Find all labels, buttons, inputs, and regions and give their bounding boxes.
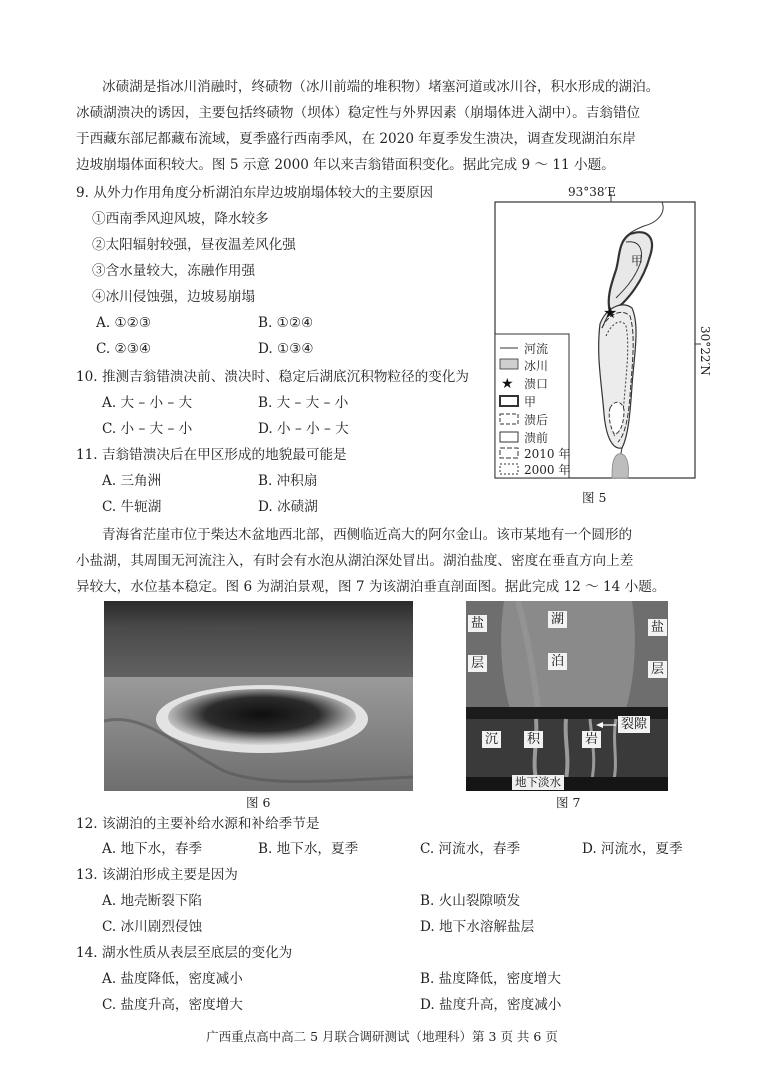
q10-option-c[interactable]: C. 小 – 大 – 小: [102, 421, 193, 437]
figure-5-map: [494, 185, 712, 486]
figure-6-photo: [104, 601, 413, 791]
fig7-label-fracture: 裂隙: [618, 716, 650, 733]
fig7-label-layer1: 层: [468, 655, 487, 672]
q10-option-a[interactable]: A. 大 – 小 – 大: [102, 395, 193, 411]
fig7-label-salt1: 盐: [468, 615, 487, 632]
fig7-label-ji: 积: [524, 731, 543, 748]
question-11-stem: 11. 吉翁错溃决后在甲区形成的地貌最可能是: [76, 447, 347, 463]
page-footer: 广西重点高中高二 5 月联合调研测试（地理科）第 3 页 共 6 页: [206, 1029, 558, 1044]
q12-option-d[interactable]: D. 河流水，夏季: [582, 841, 683, 857]
legend-jia-symbol: [500, 396, 518, 406]
q11-option-d[interactable]: D. 冰碛湖: [258, 499, 318, 515]
q9-item-1: ①西南季风迎风坡，降水较多: [92, 211, 269, 227]
legend-2010-label: 2010 年: [524, 447, 571, 461]
legend-river-label: 河流: [524, 342, 549, 356]
q14-option-c[interactable]: C. 盐度升高，密度增大: [102, 997, 243, 1013]
q13-option-c[interactable]: C. 冰川剧烈侵蚀: [102, 919, 203, 935]
q9-option-a[interactable]: A. ①②③: [96, 315, 152, 331]
q14-option-a[interactable]: A. 盐度降低，密度减小: [102, 971, 243, 987]
q13-option-b[interactable]: B. 火山裂隙喷发: [420, 893, 521, 909]
legend-2010-symbol: [500, 448, 518, 458]
q9-item-2: ②太阳辐射较强，昼夜温差风化强: [92, 237, 296, 253]
q12-option-c[interactable]: C. 河流水，春季: [420, 841, 521, 857]
question-12-stem: 12. 该湖泊的主要补给水源和补给季节是: [76, 816, 320, 832]
fig5-longitude: 93°38′E: [568, 185, 617, 199]
fig7-label-layer2: 层: [648, 661, 667, 678]
question-14-stem: 14. 湖水性质从表层至底层的变化为: [76, 945, 293, 961]
question-9-stem: 9. 从外力作用角度分析湖泊东岸边坡崩塌体较大的主要原因: [76, 185, 434, 201]
fig7-label-groundwater: 地下淡水: [512, 775, 564, 790]
q13-option-d[interactable]: D. 地下水溶解盐层: [420, 919, 535, 935]
intro1-line3: 于西藏东部尼都藏布流域，夏季盛行西南季风，在 2020 年夏季发生溃决，调查发现湖泊东岸: [76, 131, 636, 147]
intro1-line1: 冰碛湖是指冰川消融时，终碛物（冰川前端的堆积物）堵塞河道或冰川谷，积水形成的湖泊。: [102, 79, 660, 95]
fig7-label-po: 泊: [548, 653, 567, 670]
q14-option-b[interactable]: B. 盐度降低，密度增大: [420, 971, 561, 987]
q9-option-d[interactable]: D. ①③④: [258, 341, 314, 357]
q10-option-d[interactable]: D. 小 – 小 – 大: [258, 421, 349, 437]
q11-option-c[interactable]: C. 牛轭湖: [102, 499, 162, 515]
legend-before-label: 溃前: [524, 431, 549, 445]
fig7-label-salt2: 盐: [648, 619, 667, 636]
figure-5-caption: 图 5: [582, 490, 607, 505]
legend-after-label: 溃后: [524, 413, 549, 427]
q9-option-c[interactable]: C. ②③④: [96, 341, 152, 357]
q12-option-b[interactable]: B. 地下水，夏季: [258, 841, 359, 857]
legend-star-icon: ★: [501, 376, 514, 392]
legend-2000-symbol: [500, 464, 518, 474]
q14-option-d[interactable]: D. 盐度升高，密度减小: [420, 997, 562, 1013]
figure-7-profile: [466, 601, 668, 791]
q11-option-a[interactable]: A. 三角洲: [102, 473, 162, 489]
legend-2000-label: 2000 年: [524, 463, 571, 477]
question-10-stem: 10. 推测吉翁错溃决前、溃决时、稳定后湖底沉积物粒径的变化为: [76, 369, 469, 385]
fig5-latitude: 30°22′N: [698, 326, 712, 376]
breach-star-icon: ★: [603, 303, 618, 322]
legend-after-symbol: [500, 414, 518, 424]
question-13-stem: 13. 该湖泊形成主要是因为: [76, 867, 238, 883]
legend-before-symbol: [500, 432, 518, 442]
intro2-line1: 青海省茫崖市位于柴达木盆地西北部，西侧临近高大的阿尔金山。该市某地有一个圆形的: [102, 527, 633, 543]
legend-breach-label: 溃口: [524, 377, 549, 391]
fig5-jia-label: 甲: [631, 254, 644, 268]
figure-6-caption: 图 6: [246, 795, 271, 810]
intro1-line4: 边坡崩塌体面积较大。图 5 示意 2000 年以来吉翁错面积变化。据此完成 9 ～ 11 小题。: [76, 157, 615, 173]
intro2-line2: 小盐湖，其周围无河流注入，有时会有水泡从湖泊深处冒出。湖泊盐度、密度在垂直方向上差: [76, 553, 634, 569]
legend-glacier-symbol: [500, 359, 518, 369]
q9-item-4: ④冰川侵蚀强，边坡易崩塌: [92, 289, 256, 305]
legend-glacier-label: 冰川: [524, 359, 549, 373]
intro2-line3: 异较大，水位基本稳定。图 6 为湖泊景观，图 7 为该湖泊垂直剖面图。据此完成 12 ～ 14 小题。: [76, 579, 666, 595]
q12-option-a[interactable]: A. 地下水，春季: [102, 841, 203, 857]
intro1-line2: 冰碛湖溃决的诱因，主要包括终碛物（坝体）稳定性与外界因素（崩塌体进入湖中）。吉翁错位: [76, 105, 641, 121]
q9-option-b[interactable]: B. ①②④: [258, 315, 314, 331]
figure-7-caption: 图 7: [556, 795, 581, 810]
q13-option-a[interactable]: A. 地壳断裂下陷: [102, 893, 203, 909]
fig7-label-lake: 湖: [548, 611, 567, 628]
legend-jia-label: 甲: [524, 395, 537, 409]
fig7-label-chen: 沉: [482, 731, 501, 748]
q10-option-b[interactable]: B. 大 – 大 – 小: [258, 395, 349, 411]
q9-item-3: ③含水量较大，冻融作用强: [92, 263, 256, 279]
q11-option-b[interactable]: B. 冲积扇: [258, 473, 318, 489]
fig7-label-yan: 岩: [582, 731, 601, 748]
